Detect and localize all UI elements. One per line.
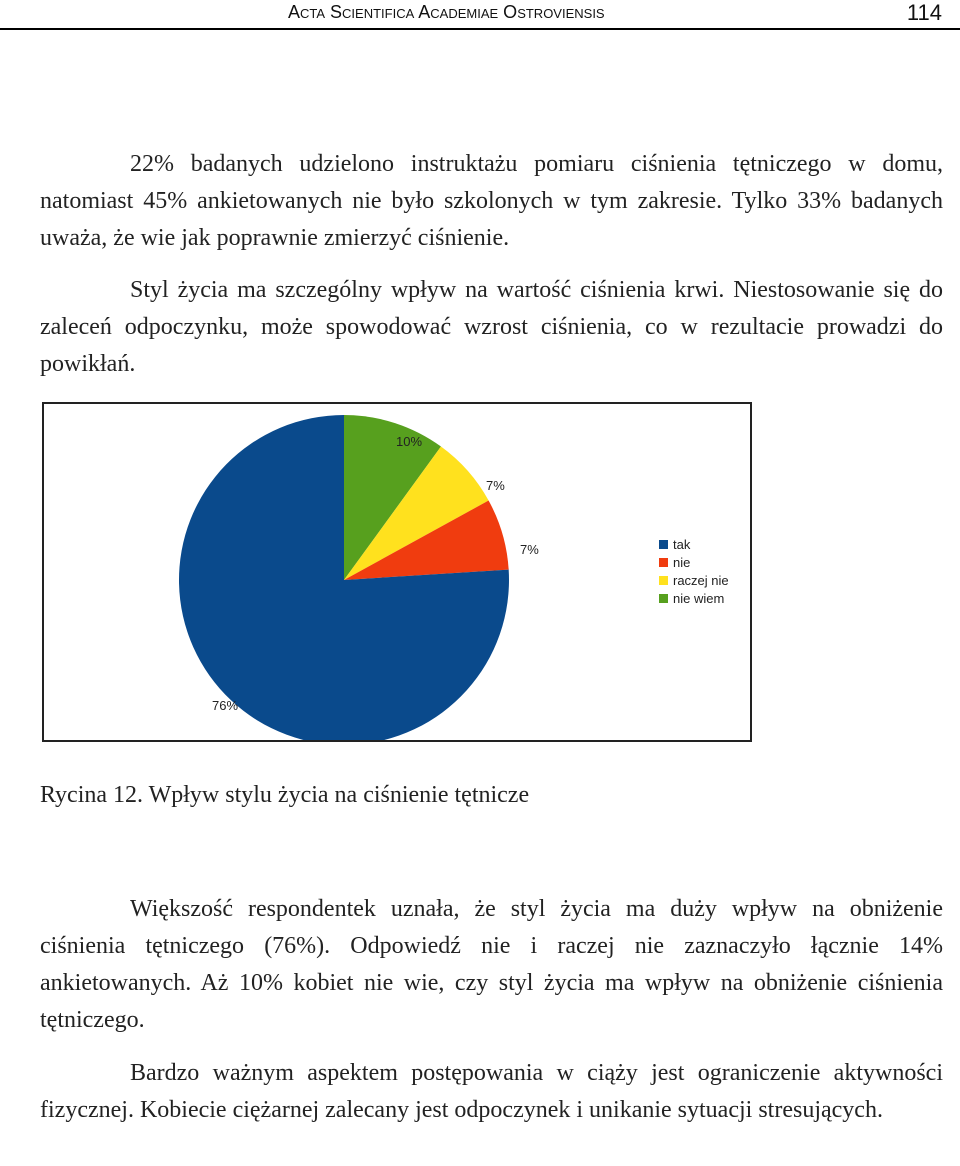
pie-chart xyxy=(44,404,750,740)
pie-slice-label: 7% xyxy=(520,542,539,557)
legend-swatch xyxy=(659,594,668,603)
legend-swatch xyxy=(659,576,668,585)
page-number: 114 xyxy=(906,0,942,25)
journal-title: Acta Scientifica Academiae Ostroviensis xyxy=(288,2,605,22)
legend-swatch xyxy=(659,558,668,567)
legend-label: nie xyxy=(673,555,691,570)
pie-slice-label: 10% xyxy=(396,434,423,449)
legend-swatch xyxy=(659,540,668,549)
page-header xyxy=(0,0,960,30)
pie-chart-frame xyxy=(42,402,752,742)
paragraph-4: Bardzo ważnym aspektem postępowania w ciąży jest ograniczenie aktywności fizycznej. Kobiecie ciężarnej zalecany jest odpoczynek i unikanie sytuacji stresujących. xyxy=(40,1060,943,1123)
figure-caption: Rycina 12. Wpływ stylu życia na ciśnienie tętnicze xyxy=(40,782,530,808)
legend-label: nie wiem xyxy=(673,591,725,606)
pie-slice-label: 76% xyxy=(212,698,239,713)
legend-label: raczej nie xyxy=(673,573,729,588)
paragraph-3: Większość respondentek uznała, że styl życia ma duży wpływ na obniżenie ciśnienia tętniczego (76%). Odpowiedź nie i raczej nie zaznaczyło łącznie 14% ankietowanych. Aż 10% kobiet nie wie, czy styl życia ma wpływ na obniżenie ciśnienia tętniczego. xyxy=(40,896,943,1033)
legend-label: tak xyxy=(673,537,691,552)
paragraph-2: Styl życia ma szczególny wpływ na wartość ciśnienia krwi. Niestosowanie się do zaleceń odpoczynku, może spowodować wzrost ciśnienia, co w rezultacie prowadzi do powikłań. xyxy=(40,277,943,377)
paragraph-1: 22% badanych udzielono instruktażu pomiaru ciśnienia tętniczego w domu, natomiast 45% ankietowanych nie było szkolonych w tym zakresie. Tylko 33% badanych uważa, że wie jak poprawnie zmierzyć ciśnienie. xyxy=(40,151,943,251)
pie-slice-label: 7% xyxy=(486,478,505,493)
